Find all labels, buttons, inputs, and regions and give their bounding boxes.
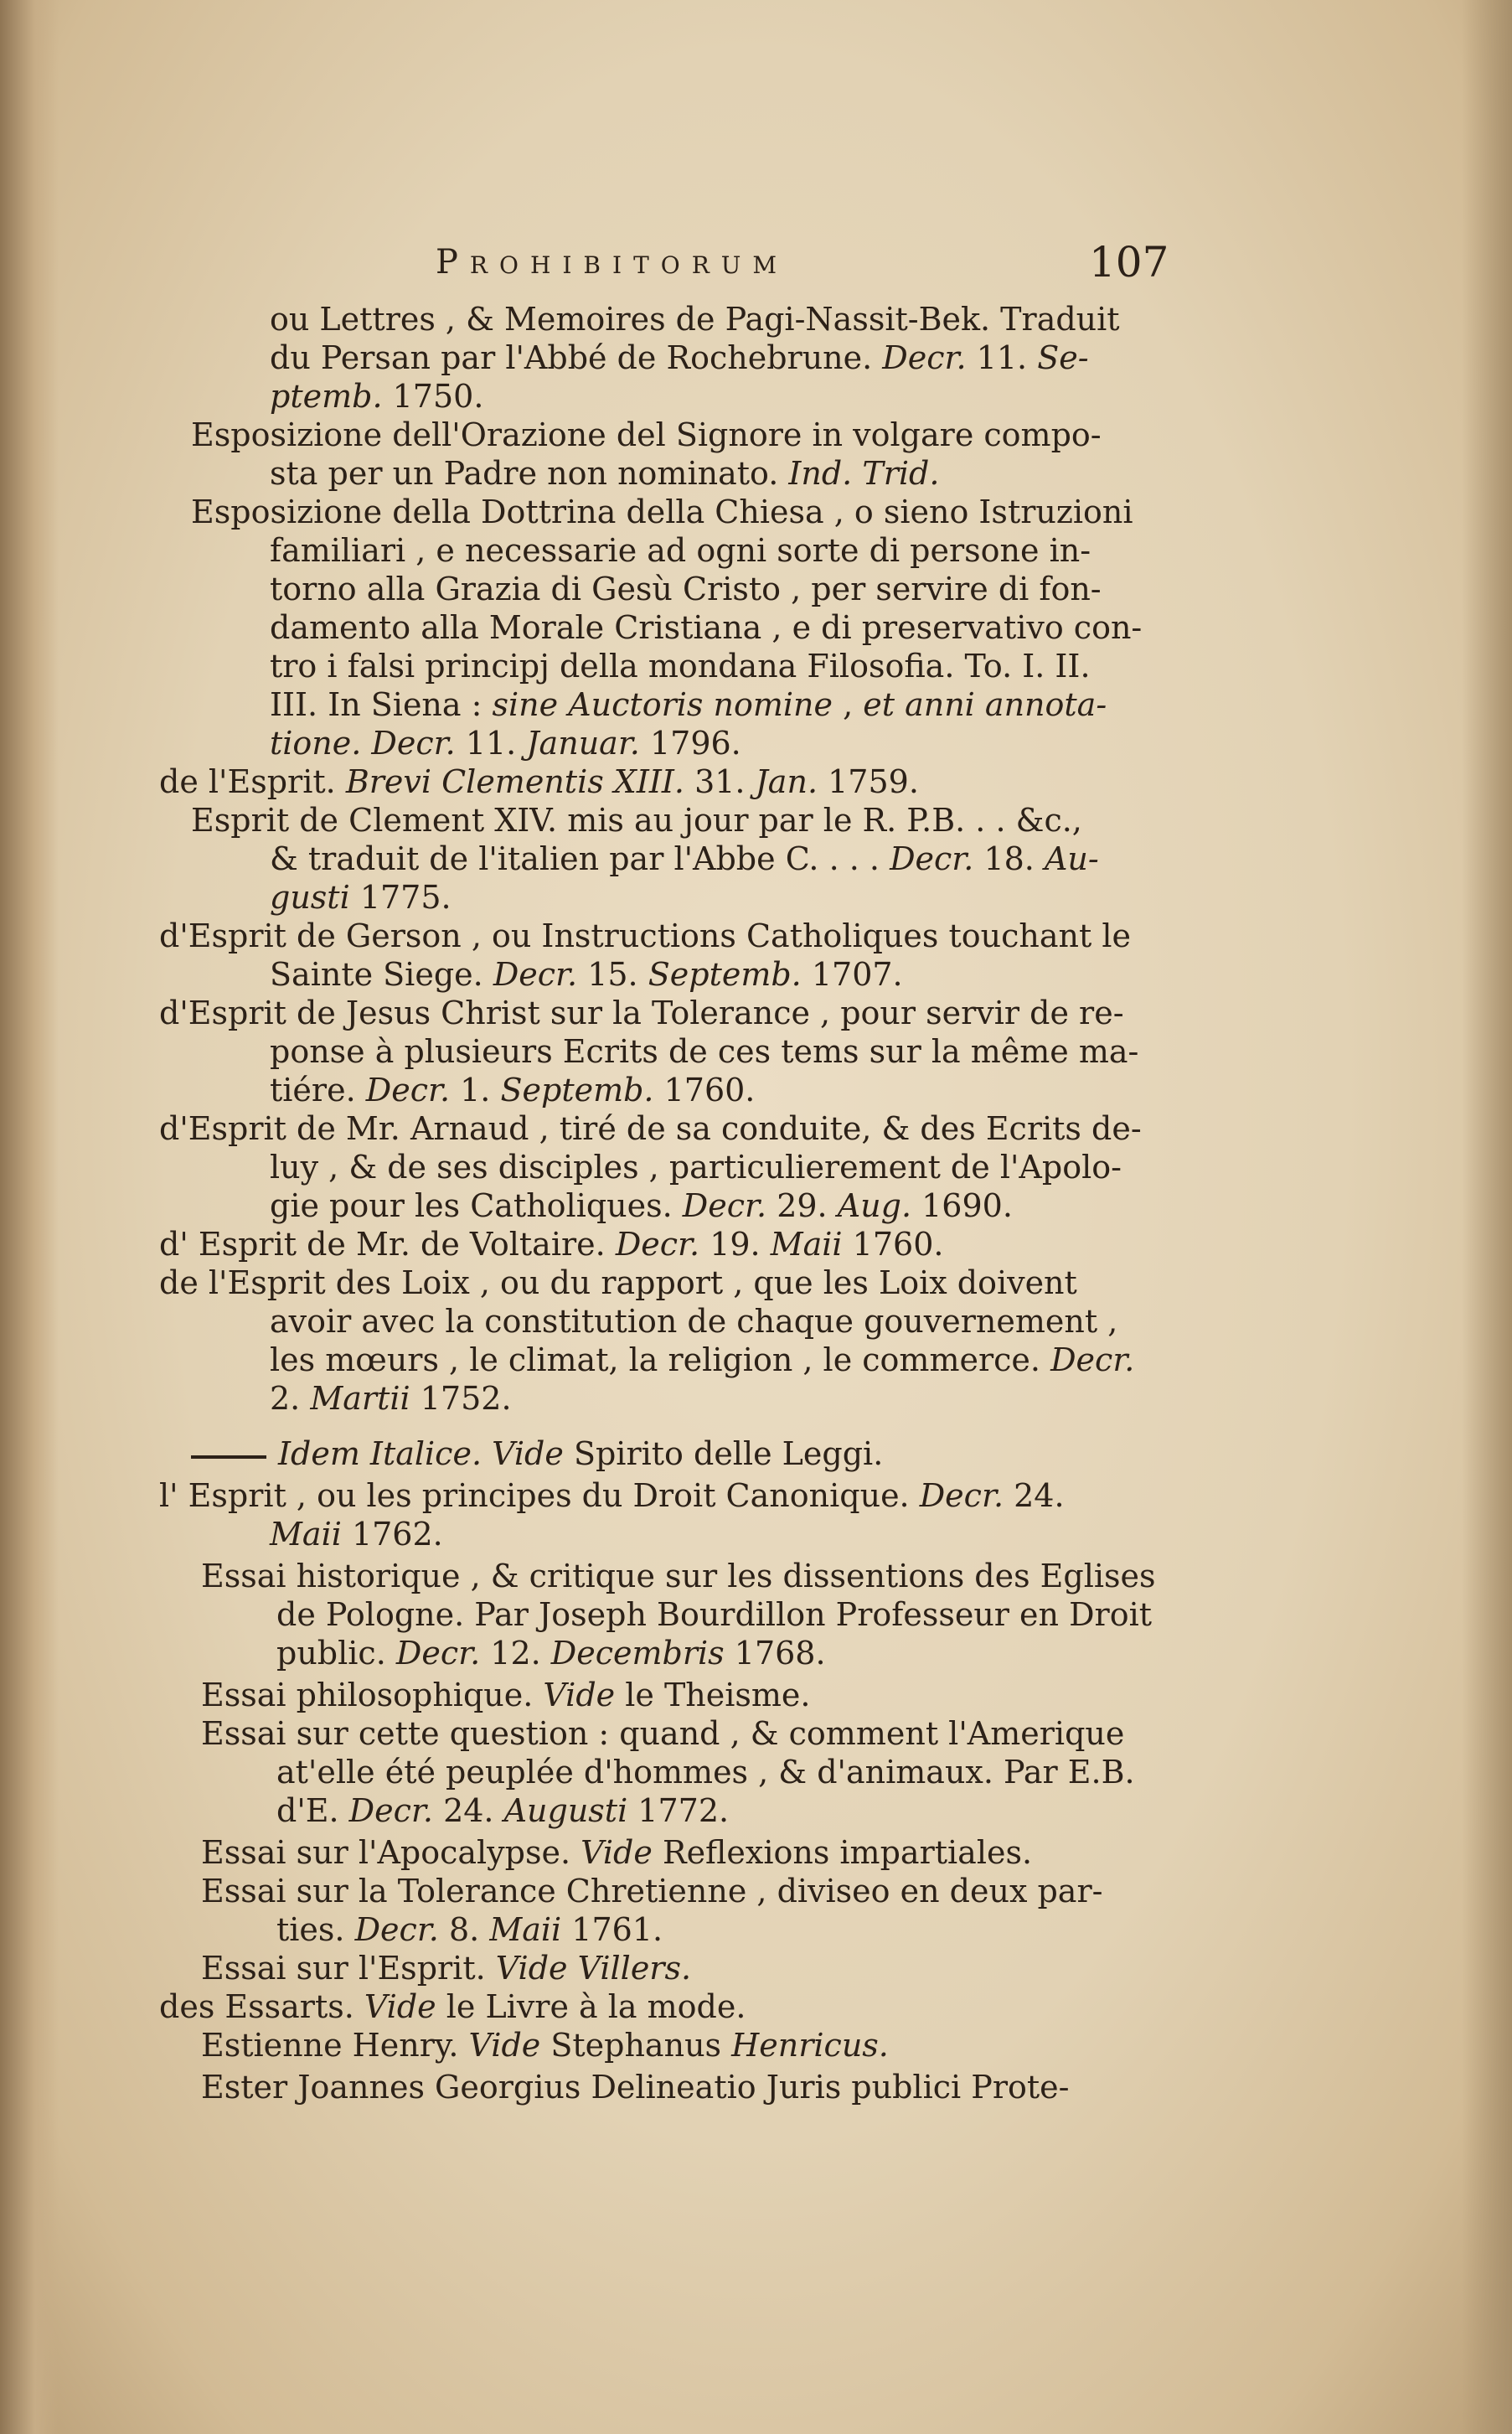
italic-text: Vide Villers. [495,1950,692,1987]
text-span: des Essarts. [159,1988,364,2025]
italic-text: Maii [770,1226,843,1263]
text-line [270,531,1091,570]
text-line [191,1434,883,1473]
text-span: le Livre à la mode. [436,1988,746,2025]
text-span: de Pologne. Par Joseph Bourdillon Professeur en Droit [276,1596,1153,1633]
italic-text: gusti [270,879,350,916]
italic-text: Decr. [348,1792,433,1829]
italic-text: Ind. Trid. [788,455,940,492]
text-line [270,724,741,762]
text-span: 31. [684,763,756,800]
text-span: 1762. [341,1516,443,1553]
text-span: Essai philosophique. [201,1677,544,1713]
italic-text: Aug. [837,1187,912,1224]
text-line [270,377,483,416]
text-span: tiére. [270,1072,366,1108]
text-span: de l'Esprit des Loix , ou du rapport , que les Loix doivent [159,1264,1077,1301]
italic-text: sine Auctoris nomine [492,686,833,723]
text-line [276,1910,663,1949]
text-line [201,1557,1156,1595]
text-line [270,647,1091,685]
text-span: III. In Siena : [270,686,493,723]
text-line [270,608,1142,647]
text-line [201,1833,1032,1872]
text-span: du Persan par l'Abbé de Rochebrune. [270,339,883,376]
italic-text: Decr. [882,339,967,376]
text-span: de l'Esprit. [159,763,346,800]
italic-text: Decr. [615,1226,700,1263]
text-span: Sainte Siege. [270,956,493,993]
text-line [276,1791,729,1830]
text-line [159,1987,746,2026]
text-span: 11. [966,339,1038,376]
text-span: , [832,686,864,723]
text-span: Estienne Henry. [201,2027,469,2064]
text-line [159,917,1131,955]
italic-text: tione. Decr. [270,725,456,762]
text-line [270,1148,1122,1186]
italic-text: Decr. [354,1911,439,1948]
text-line [159,1225,943,1264]
text-line [270,1302,1117,1341]
text-span: 1761. [561,1911,663,1948]
text-span: 1707. [801,956,903,993]
text-line [270,1379,512,1418]
text-span: ponse à plusieurs Ecrits de ces tems sur la même ma- [270,1033,1139,1070]
text-span: 18. [973,840,1045,877]
italic-text: Martii [310,1380,410,1417]
text-span: 1759. [818,763,919,800]
text-line [276,1634,826,1672]
text-span: Stephanus [540,2027,732,2064]
text-line [159,1476,1065,1515]
italic-text: Decr. [919,1477,1004,1514]
text-span: d' Esprit de Mr. de Voltaire. [159,1226,616,1263]
italic-text: Septemb. [500,1072,654,1108]
text-span: 1. [450,1072,501,1108]
italic-text: Idem Italice. Vide [278,1435,564,1472]
italic-text: Brevi Clementis XIII. [345,763,684,800]
text-span: gie pour les Catholiques. [270,1187,683,1224]
text-span: 24. [432,1792,504,1829]
italic-text: Maii [489,1911,562,1948]
italic-text: Vide [364,1988,436,2025]
text-line [270,1071,755,1109]
text-span: avoir avec la constitution de chaque gouvernement , [270,1303,1118,1340]
italic-text: Se- [1037,339,1089,376]
italic-text: Augusti [503,1792,628,1829]
italic-text: Vide [581,1834,653,1871]
text-span: Essai sur cette question : quand , & comment l'Amerique [201,1715,1125,1752]
text-line [159,1264,1077,1302]
text-line [270,955,903,994]
text-span: 1750. [382,378,484,415]
text-span: 19. [699,1226,771,1263]
text-span: 11. [455,725,527,762]
text-line [270,1515,443,1553]
italic-text: Decr. [682,1187,767,1224]
text-span: Esposizione della Dottrina della Chiesa , o sieno Istruzioni [191,494,1133,530]
italic-text: Au- [1044,840,1099,877]
text-span: 1760. [653,1072,756,1108]
text-span: d'E. [276,1792,349,1829]
text-span: public. [276,1635,396,1672]
text-span: 1796. [639,725,741,762]
page-number: 107 [1089,238,1169,287]
text-line [201,2068,1069,2106]
text-span: 1775. [349,879,452,916]
text-line [270,300,1120,338]
text-span: sta per un Padre non nominato. [270,455,789,492]
italic-text: Decembris [550,1635,725,1672]
ditto-dash [191,1455,266,1459]
italic-text: Decr. [365,1072,451,1108]
text-span: Spirito delle Leggi. [563,1435,884,1472]
italic-text: Jan. [755,763,818,800]
text-span: 1760. [842,1226,944,1263]
text-line [201,1872,1102,1910]
text-span: torno alla Grazia di Gesù Cristo , per servire di fon- [270,571,1102,607]
text-span: le Theisme. [615,1677,811,1713]
text-span: d'Esprit de Jesus Christ sur la Tolerance , pour servir de re- [159,995,1124,1031]
page-header [0,238,1512,293]
text-line [191,493,1133,531]
text-span: ou Lettres , & Memoires de Pagi-Nassit-Bek. Traduit [270,301,1120,338]
text-span: 15. [577,956,648,993]
text-line [201,2026,889,2065]
text-span: tro i falsi principj della mondana Filosofia. To. I. II. [270,648,1091,685]
text-span: familiari , e necessarie ad ogni sorte di persone in- [270,532,1091,569]
text-line [270,878,452,917]
text-line [270,840,1099,878]
text-span: 1752. [410,1380,512,1417]
text-span: 24. [1004,1477,1065,1514]
text-span: 29. [766,1187,838,1224]
italic-text: Januar. [526,725,640,762]
italic-text: Maii [270,1516,342,1553]
text-span: Esprit de Clement XIV. mis au jour par le R. P.B. . . &c., [191,802,1082,839]
text-span: ties. [276,1911,355,1948]
italic-text: Henricus. [731,2027,889,2064]
text-span: Essai sur l'Esprit. [201,1950,496,1987]
italic-text: Decr. [1050,1341,1135,1378]
text-span: 1768. [724,1635,826,1672]
italic-text: Decr. [890,840,974,877]
text-span: 8. [438,1911,490,1948]
text-line [201,1676,811,1714]
italic-text: Septemb. [648,956,802,993]
text-line [191,416,1102,454]
text-line [270,454,939,493]
text-span: Esposizione dell'Orazione del Signore in volgare compo- [191,416,1102,453]
text-span: les mœurs , le climat, la religion , le commerce. [270,1341,1051,1378]
text-line [159,994,1124,1032]
text-line [201,1714,1124,1753]
text-line [159,1109,1142,1148]
text-span: 1690. [911,1187,1013,1224]
text-span: luy , & de ses disciples , particulierement de l'Apolo- [270,1149,1122,1186]
text-span: Reflexions impartiales. [652,1834,1033,1871]
text-line [270,338,1089,377]
text-span: Essai sur la Tolerance Chretienne , diviseo en deux par- [201,1873,1103,1909]
italic-text: et anni annota- [863,686,1107,723]
running-head: Prohibitorum [436,243,789,282]
text-line [270,570,1102,608]
italic-text: Decr. [395,1635,481,1672]
text-span: Essai sur l'Apocalypse. [201,1834,581,1871]
text-line [159,762,919,801]
text-span: d'Esprit de Mr. Arnaud , tiré de sa conduite, & des Ecrits de- [159,1110,1142,1147]
italic-text: ptemb. [270,378,383,415]
text-span: d'Esprit de Gerson , ou Instructions Catholiques touchant le [159,917,1131,954]
italic-text: Vide [468,2027,541,2064]
text-line [191,801,1082,840]
text-line [201,1949,691,1987]
text-span: Ester Joannes Georgius Delineatio Juris publici Prote- [201,2069,1070,2106]
italic-text: Decr. [493,956,578,993]
italic-text: Vide [543,1677,616,1713]
text-line [270,1032,1138,1071]
text-span: 1772. [627,1792,730,1829]
text-span: Essai historique , & critique sur les dissentions des Eglises [201,1558,1156,1594]
text-line [270,1186,1013,1225]
text-line [276,1595,1152,1634]
text-span: l' Esprit , ou les principes du Droit Canonique. [159,1477,920,1514]
text-span: at'elle été peuplée d'hommes , & d'animaux. Par E.B. [276,1754,1135,1791]
text-span: 2. [270,1380,311,1417]
text-line [270,1341,1134,1379]
text-span: 12. [480,1635,551,1672]
text-line [276,1753,1135,1791]
text-span: damento alla Morale Cristiana , e di preservativo con- [270,609,1143,646]
text-span: & traduit de l'italien par l'Abbe C. . . . [270,840,890,877]
text-line [270,685,1107,724]
